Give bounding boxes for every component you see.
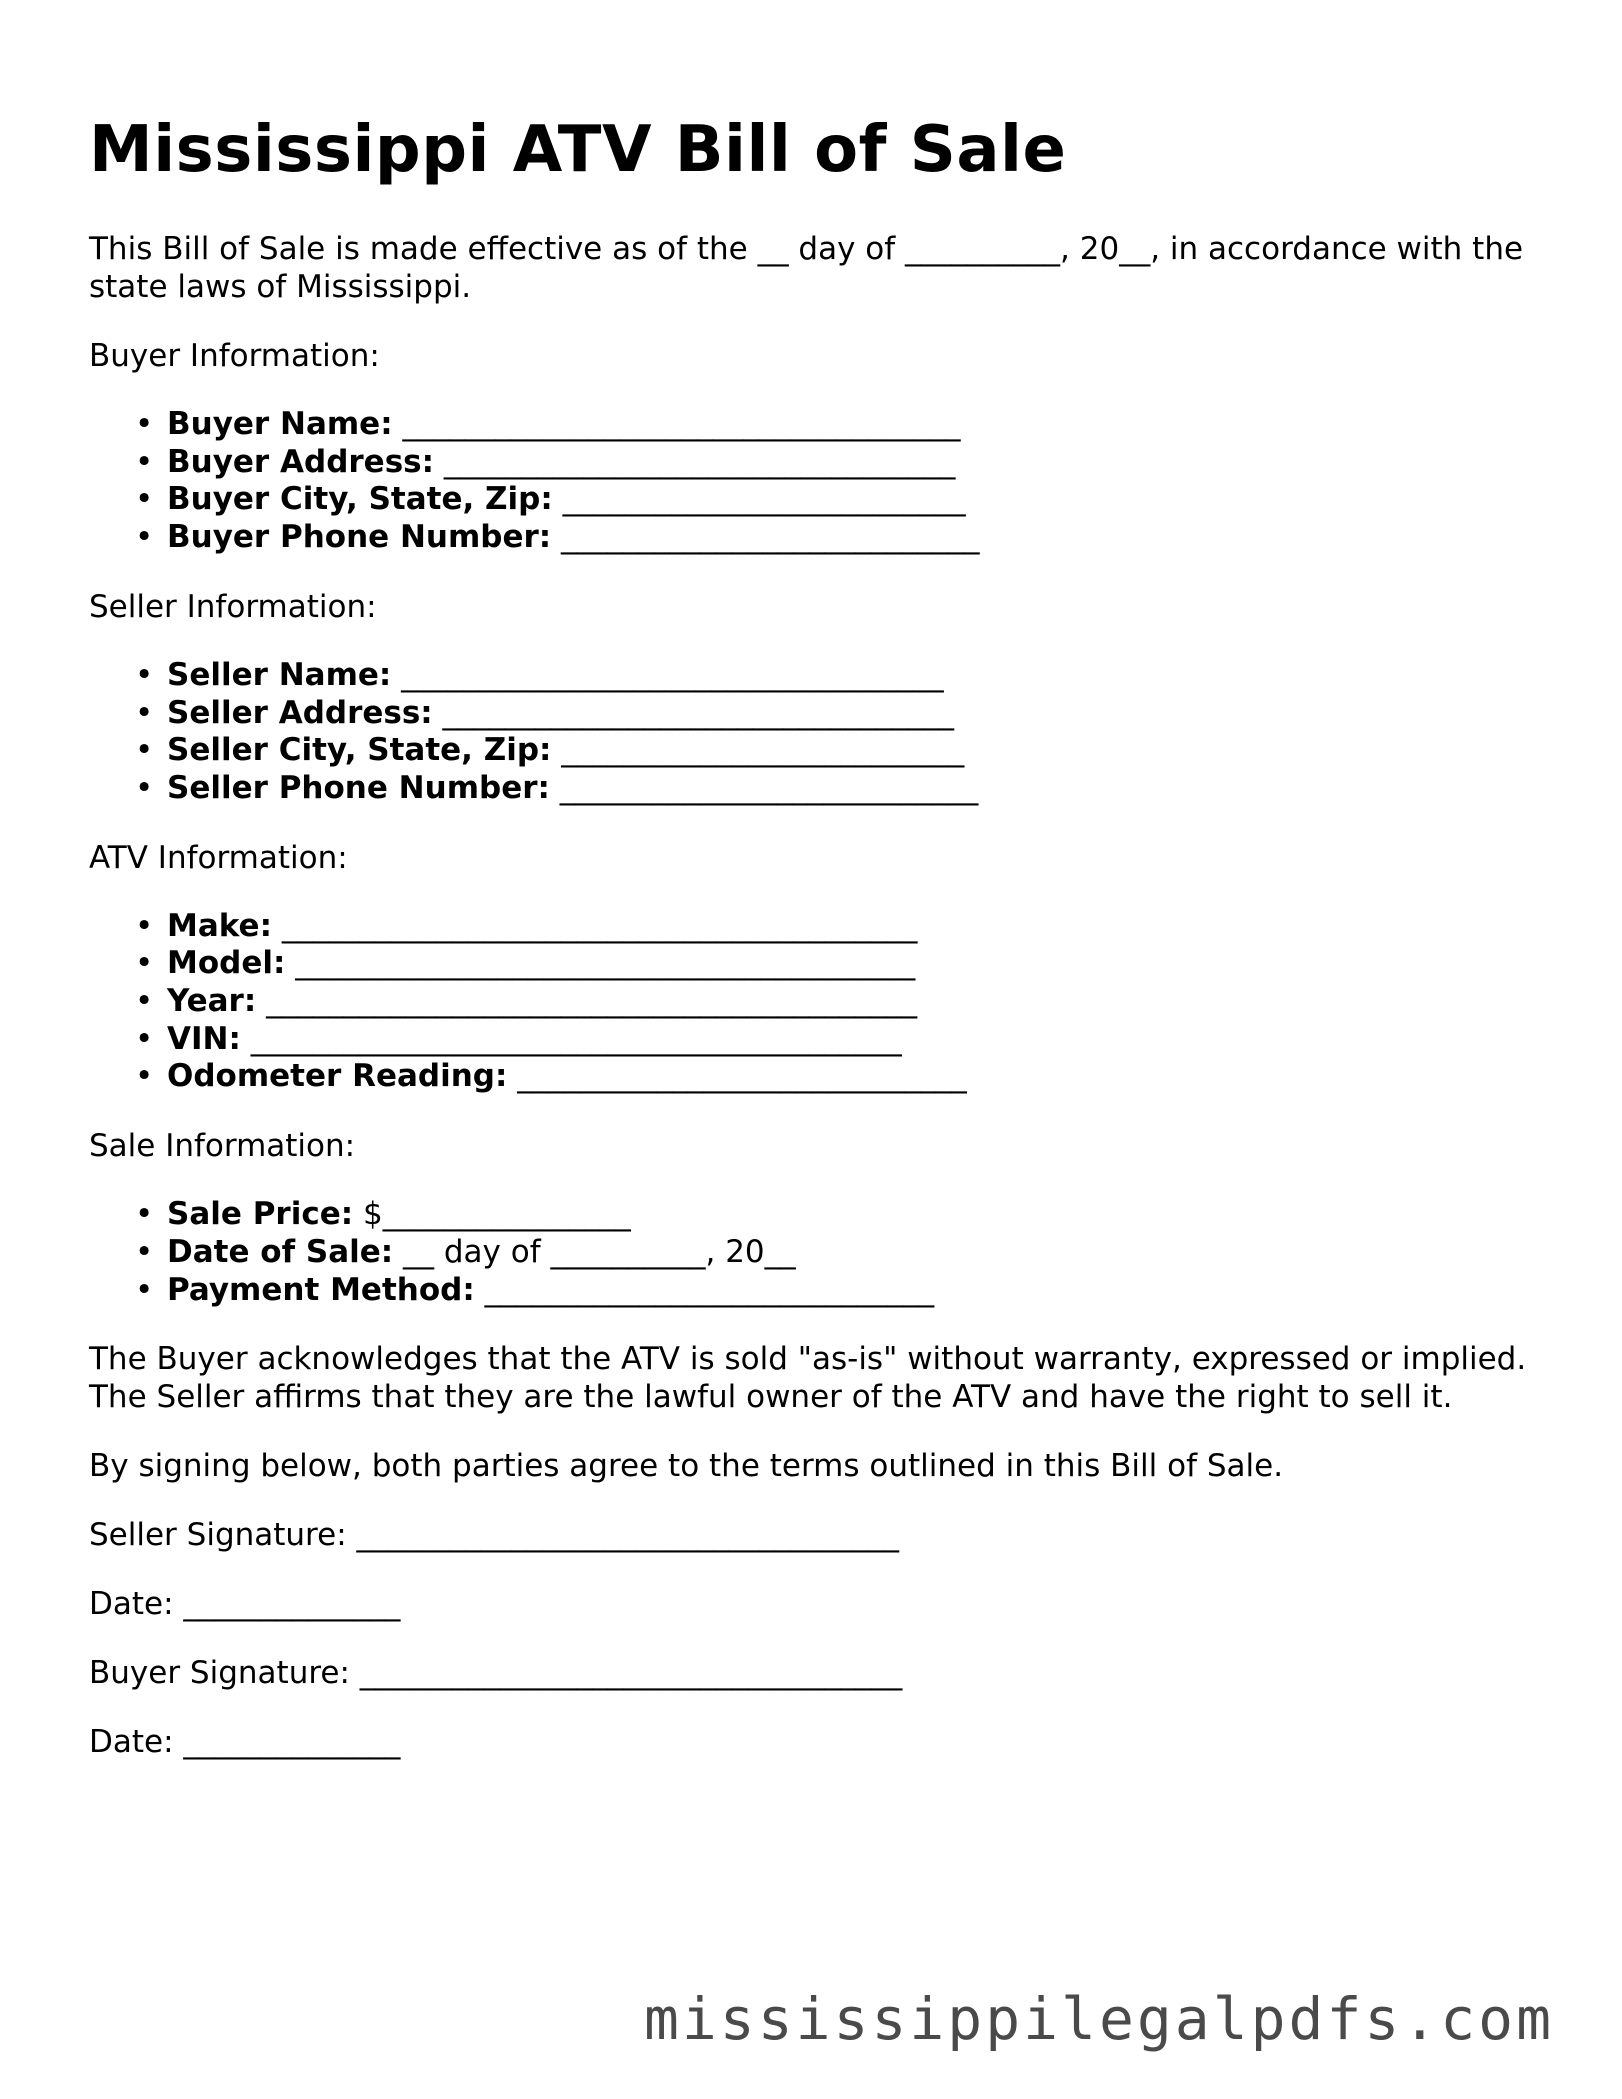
buyer-date-line[interactable]: Date: ______________ <box>89 1724 401 1761</box>
atv-info-list <box>89 908 1549 1097</box>
bullet-icon: • <box>135 1058 154 1095</box>
agreement-paragraph: By signing below, both parties agree to the terms outlined in this Bill of Sale. <box>89 1448 1284 1485</box>
atv-year-field[interactable] <box>135 983 1549 1021</box>
field-label: Make: <box>167 907 272 944</box>
sale-info-list <box>89 1196 1549 1309</box>
field-label: Seller Phone Number: <box>167 769 550 806</box>
atv-make-field[interactable] <box>135 907 1549 946</box>
seller-phone-field[interactable] <box>135 769 1549 808</box>
field-blank[interactable]: __________________________________________ <box>240 1020 902 1057</box>
bullet-icon: • <box>135 694 154 731</box>
seller-signature-line[interactable]: Seller Signature: ___________________________________ <box>89 1517 899 1554</box>
field-blank[interactable]: ________________________________________ <box>285 945 916 982</box>
buyer-city-state-zip-field[interactable] <box>135 481 1549 519</box>
atv-odometer-field[interactable] <box>135 1058 1549 1096</box>
seller-info-list <box>89 657 1549 808</box>
field-label: Buyer Name: <box>167 406 393 442</box>
field-blank[interactable]: __________________________ <box>551 732 965 769</box>
field-label: Seller Address: <box>167 694 433 731</box>
buyer-signature-line[interactable]: Buyer Signature: ___________________________________ <box>89 1655 903 1692</box>
field-blank[interactable]: _____________________________ <box>474 1271 935 1308</box>
field-blank[interactable]: _________________________________________ <box>271 907 918 944</box>
buyer-info-list <box>89 406 1549 557</box>
seller-address-field[interactable] <box>135 694 1549 733</box>
sale-price-field[interactable] <box>135 1196 1549 1234</box>
bullet-icon: • <box>135 983 154 1020</box>
buyer-section-heading: Buyer Information: <box>89 338 380 374</box>
field-label: VIN: <box>167 1020 241 1057</box>
field-label: Sale Price: <box>167 1196 354 1233</box>
bullet-icon: • <box>135 769 154 806</box>
field-label: Seller Name: <box>167 656 392 693</box>
seller-city-state-zip-field[interactable] <box>135 732 1549 770</box>
sale-section-heading: Sale Information: <box>89 1128 356 1165</box>
buyer-address-field[interactable] <box>135 443 1549 482</box>
bullet-icon: • <box>135 907 154 944</box>
field-label: Model: <box>167 945 286 982</box>
site-watermark: mississippilegalpdfs.com <box>643 1985 1554 2053</box>
field-label: Buyer City, State, Zip: <box>167 481 553 518</box>
field-label: Seller City, State, Zip: <box>167 732 552 769</box>
bullet-icon: • <box>135 481 154 518</box>
bullet-icon: • <box>135 1196 154 1233</box>
field-label: Date of Sale: <box>167 1233 394 1270</box>
page-title: Mississippi ATV Bill of Sale <box>89 113 1067 187</box>
field-blank[interactable]: ____________________________________ <box>392 406 961 442</box>
seller-date-line[interactable]: Date: ______________ <box>89 1586 401 1623</box>
bullet-icon: • <box>135 945 154 982</box>
field-blank[interactable]: __________________________________________ <box>256 983 918 1020</box>
bullet-icon: • <box>135 1020 154 1057</box>
field-blank[interactable]: __ day of __________, 20__ <box>393 1233 796 1270</box>
bullet-icon: • <box>135 656 154 693</box>
field-blank[interactable]: ___________________________ <box>549 769 979 806</box>
field-label: Payment Method: <box>167 1271 475 1308</box>
field-blank[interactable]: ___________________________ <box>551 519 980 556</box>
bullet-icon: • <box>135 443 154 480</box>
atv-section-heading: ATV Information: <box>89 839 348 876</box>
seller-name-field[interactable] <box>135 656 1549 695</box>
field-blank[interactable]: _____________________________ <box>507 1058 967 1095</box>
atv-model-field[interactable] <box>135 945 1549 983</box>
payment-method-field[interactable] <box>135 1271 1549 1310</box>
bullet-icon: • <box>135 732 154 769</box>
bullet-icon: • <box>135 406 154 442</box>
field-blank[interactable]: _________________________________ <box>432 694 955 731</box>
atv-vin-field[interactable] <box>135 1020 1549 1059</box>
sale-date-field[interactable] <box>135 1233 1549 1272</box>
acknowledgment-paragraph: The Buyer acknowledges that the ATV is sold "as-is" without warranty, expressed or implied. The Seller affirms that they are the lawful owner of the ATV and have the right to sell it. <box>89 1341 1527 1416</box>
field-blank[interactable]: __________________________ <box>552 481 966 518</box>
bill-of-sale-document <box>89 110 1549 1792</box>
bullet-icon: • <box>135 1271 154 1308</box>
field-blank[interactable]: $________________ <box>353 1196 631 1233</box>
field-blank[interactable]: ___________________________________ <box>391 656 944 693</box>
seller-section-heading: Seller Information: <box>89 588 377 625</box>
intro-paragraph: This Bill of Sale is made effective as of the __ day of __________, 20__, in accordance with the state laws of Mississippi. <box>89 231 1524 305</box>
field-label: Buyer Address: <box>167 443 434 480</box>
bullet-icon: • <box>135 519 154 556</box>
bullet-icon: • <box>135 1233 154 1270</box>
field-label: Year: <box>167 983 257 1020</box>
buyer-name-field[interactable] <box>135 406 1549 444</box>
buyer-phone-field[interactable] <box>135 519 1549 557</box>
field-label: Odometer Reading: <box>167 1058 508 1095</box>
field-label: Buyer Phone Number: <box>167 519 552 556</box>
field-blank[interactable]: _________________________________ <box>434 443 956 480</box>
